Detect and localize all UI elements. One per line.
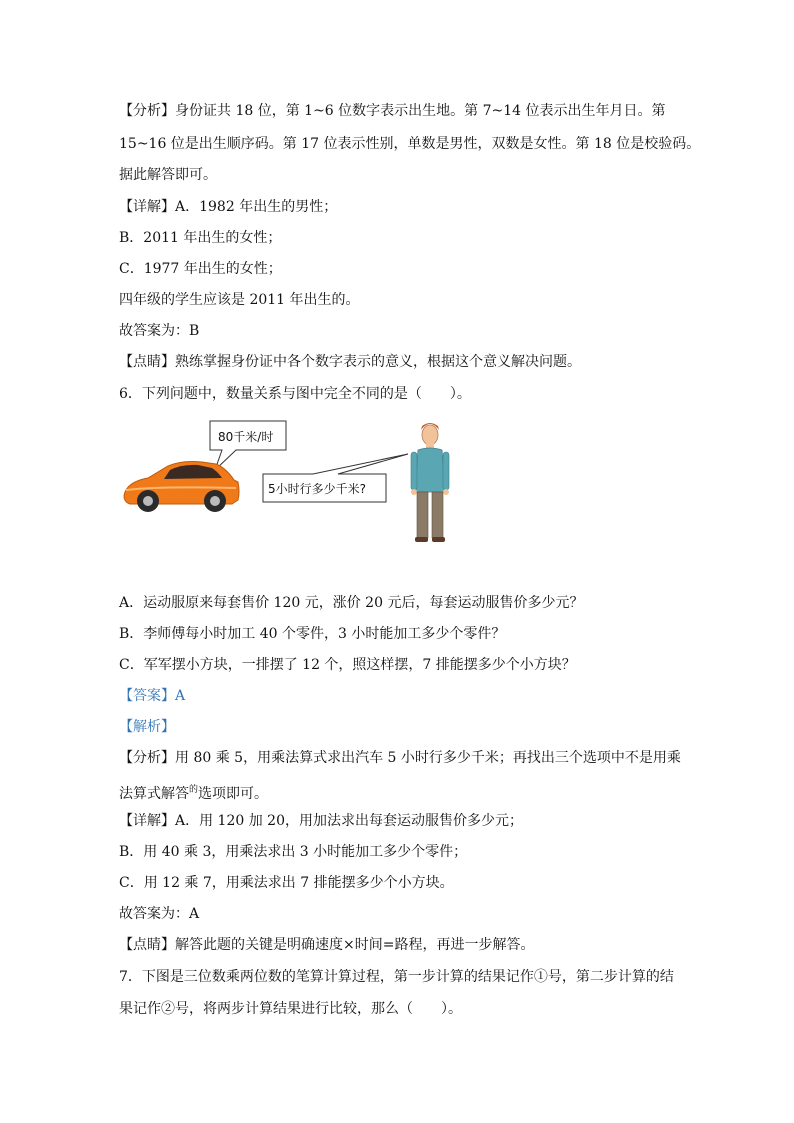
q6-option-b: B．李师傅每小时加工 40 个零件，3 小时能加工多少个零件？ [119, 626, 506, 642]
q5-analysis-line-1: 【分析】身份证共 18 位，第 1~6 位数字表示出生地。第 7~14 位表示出生年月日。第 [119, 103, 666, 119]
q6-analysis-2a: 法算式解答 [119, 786, 189, 802]
q5-comment: 【点睛】熟练掌握身份证中各个数字表示的意义，根据这个意义解决问题。 [119, 354, 581, 370]
q5-detail-b: B．2011 年出生的女性； [119, 230, 282, 246]
q7-stem-line-1: 7．下图是三位数乘两位数的笔算计算过程，第一步计算的结果记作①号，第二步计算的结 [119, 969, 674, 985]
q6-option-a: A．运动服原来每套售价 120 元，涨价 20 元后，每套运动服售价多少元？ [119, 595, 584, 611]
q6-detail-c: C．用 12 乘 7，用乘法求出 7 排能摆多少个小方块。 [119, 875, 454, 891]
q6-option-c: C．军军摆小方块，一排摆了 12 个，照这样摆，7 排能摆多少个小方块？ [119, 657, 576, 673]
q5-detail-c: C．1977 年出生的女性； [119, 261, 282, 277]
q5-detail-note: 四年级的学生应该是 2011 年出生的。 [119, 292, 360, 308]
question-bubble-text: 5小时行多少千米? [268, 482, 367, 496]
q6-analysis-2b: 选项即可。 [198, 786, 269, 802]
q6-answer-label: 【答案】A [119, 688, 186, 704]
q6-detail-a: 【详解】A．用 120 加 20，用加法求出每套运动服售价多少元； [119, 813, 523, 829]
q6-jiexi-label: 【解析】 [119, 719, 175, 735]
q6-comment: 【点睛】解答此题的关键是明确速度×时间=路程，再进一步解答。 [119, 937, 535, 953]
q6-answer: 故答案为：A [119, 906, 200, 922]
q6-analysis-2sup: 的 [189, 785, 199, 795]
q5-analysis-line-2: 15~16 位是出生顺序码。第 17 位表示性别，单数是男性，双数是女性。第 18 位是校验码。 [119, 136, 701, 152]
speed-bubble-text: 80千米/时 [218, 430, 274, 444]
q6-analysis-line-2 [119, 780, 268, 804]
person-icon [411, 423, 449, 542]
car-and-person-figure [118, 412, 458, 552]
q6-detail-b: B．用 40 乘 3，用乘法求出 3 小时能加工多少个零件； [119, 844, 468, 860]
q7-stem-line-2: 果记作②号，将两步计算结果进行比较，那么（ ）。 [119, 1001, 462, 1017]
car-icon [124, 462, 239, 513]
q5-analysis-line-3: 据此解答即可。 [119, 167, 217, 183]
q6-analysis-line-1: 【分析】用 80 乘 5，用乘法算式求出汽车 5 小时行多少千米；再找出三个选项中不是用乘 [119, 750, 681, 766]
q5-detail-a: 【详解】A．1982 年出生的男性； [119, 199, 338, 215]
q5-answer: 故答案为：B [119, 323, 200, 339]
q6-stem: 6．下列问题中，数量关系与图中完全不同的是（ ）。 [119, 386, 471, 402]
